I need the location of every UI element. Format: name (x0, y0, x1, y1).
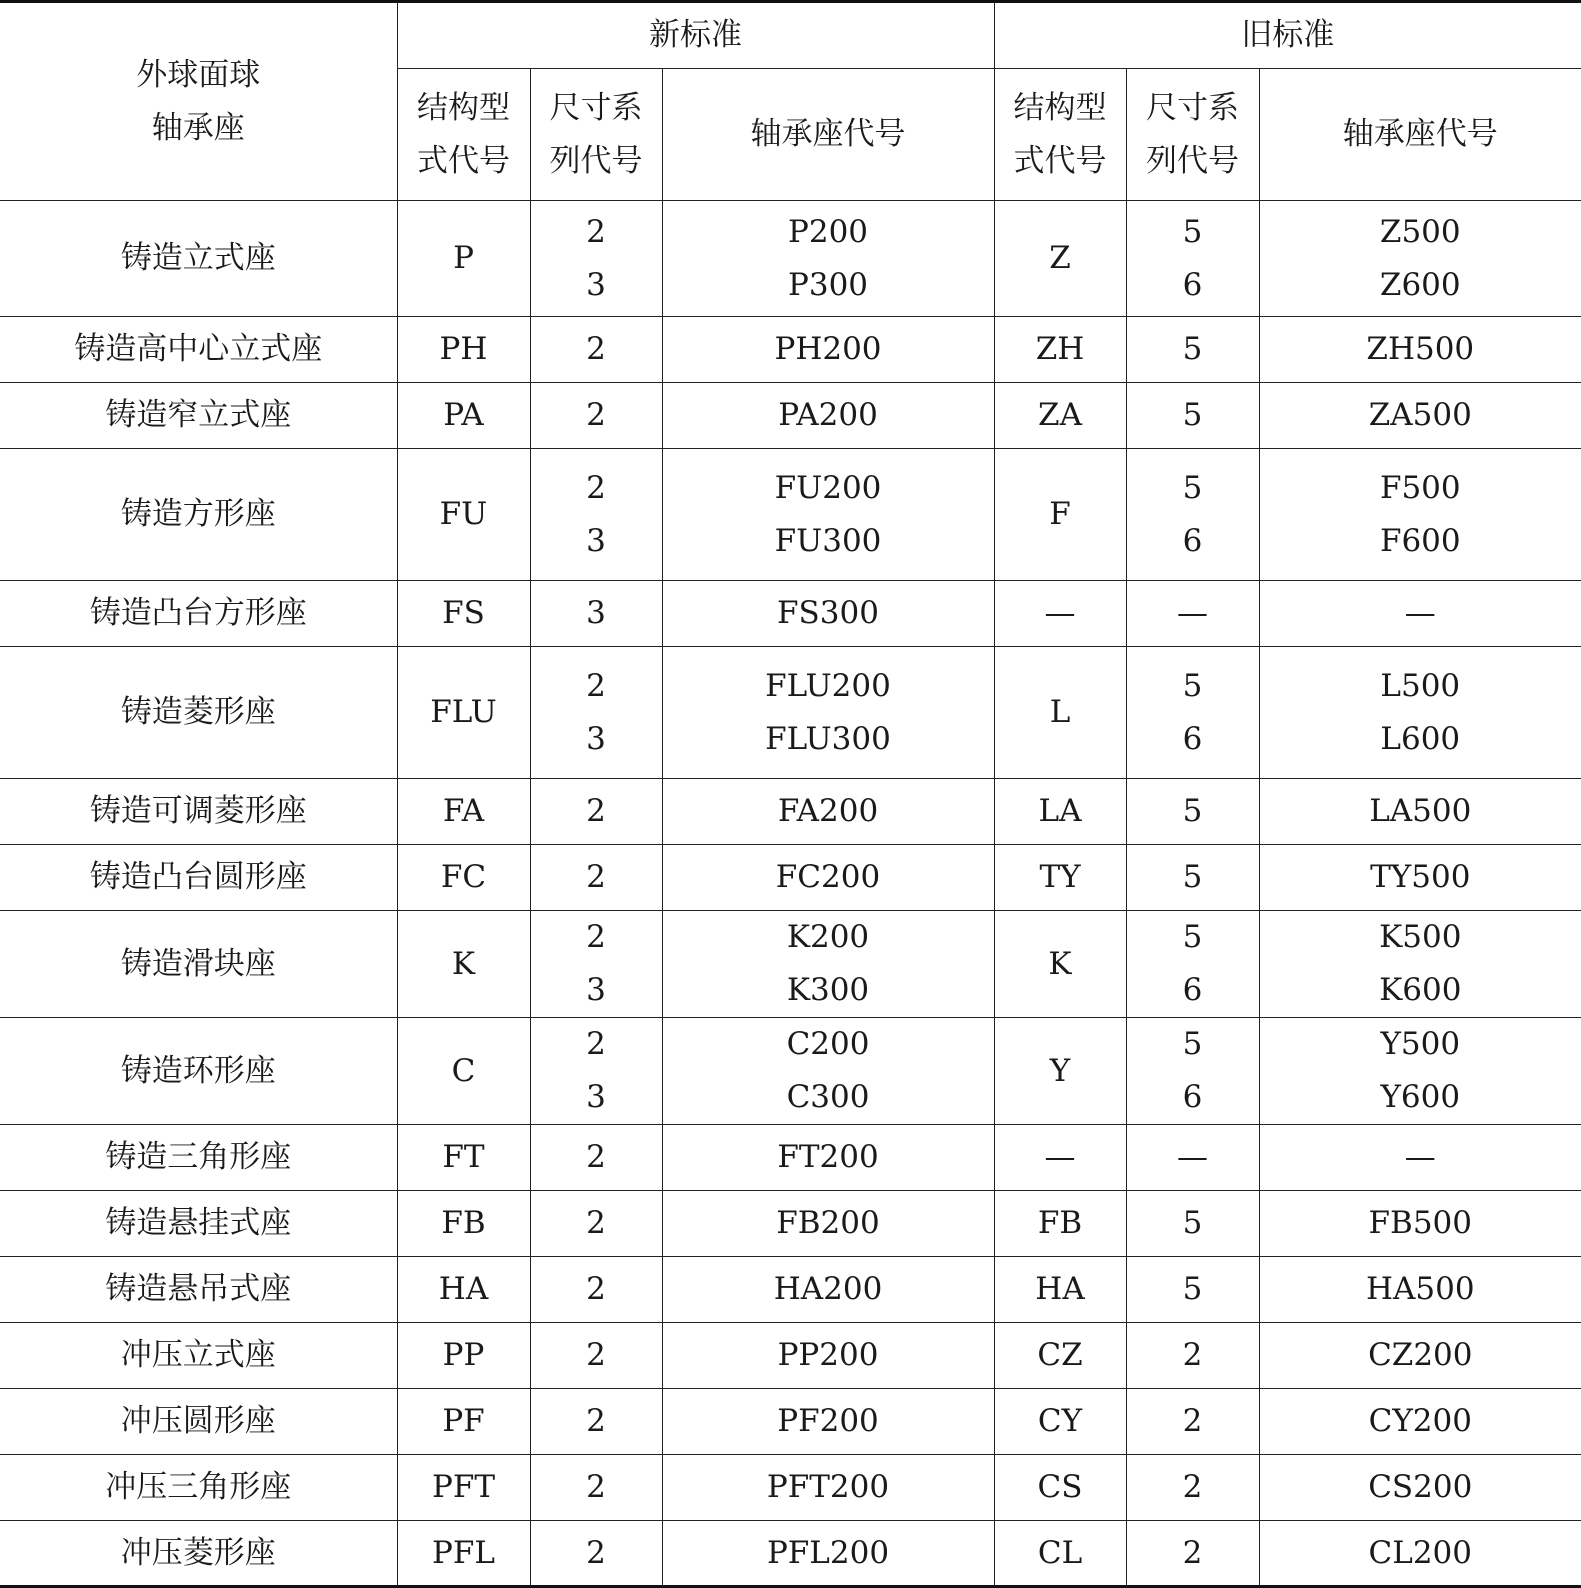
old-size-cell (1126, 1323, 1259, 1389)
new-size-cell-line: 2 (586, 1403, 606, 1439)
new-size-cell (530, 845, 662, 911)
table-row (0, 647, 1581, 779)
old-size-cell-line: 6 (1182, 720, 1203, 757)
old-code-cell-line: L500 (1380, 667, 1461, 704)
old-size-cell (1126, 449, 1259, 581)
table-row (0, 1455, 1581, 1521)
old-standard-header: 旧标准 (994, 2, 1581, 69)
old-size-cell (1126, 1455, 1259, 1521)
corner-header-line-1: 外球面球 (136, 56, 261, 93)
new-code-cell-line: FU200 (774, 469, 882, 506)
old-size-cell (1126, 1191, 1259, 1257)
new-size-cell-line: 2 (586, 1337, 606, 1373)
old-code-cell (1259, 1323, 1581, 1389)
new-code-cell-line: PF200 (777, 1403, 879, 1439)
old-size-cell (1126, 1389, 1259, 1455)
new-code-cell-line: PP200 (777, 1337, 879, 1373)
old-code-cell (1259, 1389, 1581, 1455)
old-size-cell-line: 2 (1182, 1469, 1203, 1505)
old-code-cell (1259, 201, 1581, 317)
new-struct-cell: PH (397, 317, 530, 383)
old-struct-cell: Y (994, 1018, 1126, 1125)
table-row (0, 1389, 1581, 1455)
new-code-cell-line: HA200 (773, 1271, 883, 1307)
new-struct-cell: PA (397, 383, 530, 449)
new-code-cell-line: PH200 (774, 331, 882, 367)
new-code-header: 轴承座代号 (662, 69, 994, 201)
new-size-cell-line: 2 (586, 919, 606, 955)
table-row (0, 1191, 1581, 1257)
old-struct-header-line-2: 式代号 (1013, 142, 1107, 179)
new-struct-header (397, 69, 530, 201)
old-size-cell-line: 5 (1182, 919, 1203, 955)
new-size-header-line-1: 尺寸系 (549, 89, 643, 126)
housing-name-cell: 铸造滑块座 (0, 911, 397, 1018)
old-size-cell-line: 5 (1182, 793, 1203, 829)
old-code-cell-line: ZH500 (1366, 331, 1475, 367)
new-struct-header-line-2: 式代号 (417, 142, 510, 179)
old-size-cell-line: 5 (1182, 397, 1203, 433)
old-size-cell (1126, 317, 1259, 383)
new-size-cell (530, 1191, 662, 1257)
new-size-cell (530, 1389, 662, 1455)
new-struct-cell: FLU (397, 647, 530, 779)
old-size-cell-line: 6 (1182, 266, 1203, 303)
old-struct-cell: TY (994, 845, 1126, 911)
new-code-cell-line: K200 (786, 919, 870, 955)
new-code-cell-line: K300 (786, 972, 870, 1008)
old-code-cell (1259, 845, 1581, 911)
new-code-cell (662, 1389, 994, 1455)
table-row (0, 1323, 1581, 1389)
table-row (0, 383, 1581, 449)
new-code-cell (662, 647, 994, 779)
new-code-cell-line: P300 (787, 266, 869, 303)
new-code-cell-line: C200 (786, 1026, 870, 1062)
new-code-cell-line: FLU200 (765, 667, 891, 704)
old-code-cell-line: — (1404, 595, 1436, 631)
old-size-cell-line: 5 (1182, 331, 1203, 367)
old-size-cell-line: 2 (1182, 1403, 1203, 1439)
old-size-cell (1126, 383, 1259, 449)
table-row (0, 449, 1581, 581)
new-size-cell-line: 3 (586, 1079, 606, 1115)
new-size-cell (530, 779, 662, 845)
old-code-cell-line: Z600 (1379, 266, 1461, 303)
corner-header (0, 2, 397, 201)
new-size-cell-line: 2 (586, 1534, 606, 1571)
housing-name-cell: 冲压三角形座 (0, 1455, 397, 1521)
new-code-cell (662, 1125, 994, 1191)
new-size-cell (530, 201, 662, 317)
new-size-cell-line: 2 (586, 667, 606, 704)
old-code-cell (1259, 1455, 1581, 1521)
new-size-cell (530, 449, 662, 581)
table-row (0, 779, 1581, 845)
new-struct-cell: K (397, 911, 530, 1018)
housing-name-cell: 铸造菱形座 (0, 647, 397, 779)
new-size-cell (530, 1323, 662, 1389)
new-size-cell-line: 2 (586, 1026, 606, 1062)
header-row-group (0, 2, 1581, 69)
new-size-cell-line: 2 (586, 331, 606, 367)
new-struct-cell: FT (397, 1125, 530, 1191)
new-size-cell-line: 3 (586, 266, 606, 303)
housing-name-cell: 冲压菱形座 (0, 1521, 397, 1587)
old-code-cell (1259, 1018, 1581, 1125)
new-code-cell (662, 779, 994, 845)
old-code-cell-line: CY200 (1368, 1403, 1472, 1439)
old-struct-cell: CY (994, 1389, 1126, 1455)
housing-name-cell: 铸造凸台方形座 (0, 581, 397, 647)
new-struct-cell: PFT (397, 1455, 530, 1521)
old-size-cell (1126, 647, 1259, 779)
old-size-header-line-2: 列代号 (1146, 142, 1240, 179)
old-size-cell-line: 6 (1182, 972, 1203, 1008)
new-size-cell (530, 911, 662, 1018)
old-code-header: 轴承座代号 (1259, 69, 1581, 201)
old-code-cell (1259, 647, 1581, 779)
old-code-cell (1259, 449, 1581, 581)
old-code-cell-line: CS200 (1368, 1469, 1473, 1505)
old-code-cell-line: CZ200 (1368, 1337, 1473, 1373)
new-code-cell-line: FB200 (776, 1205, 880, 1241)
table-row (0, 317, 1581, 383)
old-code-cell-line: L600 (1380, 720, 1461, 757)
new-struct-cell: C (397, 1018, 530, 1125)
old-struct-header-line-1: 结构型 (1013, 89, 1107, 126)
housing-name-cell: 铸造可调菱形座 (0, 779, 397, 845)
new-size-cell-line: 3 (586, 972, 606, 1008)
old-code-cell (1259, 1257, 1581, 1323)
old-code-cell (1259, 581, 1581, 647)
old-struct-cell: F (994, 449, 1126, 581)
old-size-cell (1126, 201, 1259, 317)
old-code-cell-line: F500 (1379, 469, 1461, 506)
new-size-cell-line: 2 (586, 793, 606, 829)
old-struct-cell: HA (994, 1257, 1126, 1323)
old-struct-cell: — (994, 581, 1126, 647)
new-code-cell-line: PA200 (778, 397, 878, 433)
new-code-cell-line: P200 (787, 213, 869, 250)
old-struct-cell: CZ (994, 1323, 1126, 1389)
new-size-cell (530, 1257, 662, 1323)
housing-name-cell: 铸造窄立式座 (0, 383, 397, 449)
new-code-cell-line: FC200 (775, 859, 881, 895)
new-struct-cell: HA (397, 1257, 530, 1323)
housing-name-cell: 铸造悬吊式座 (0, 1257, 397, 1323)
old-size-cell-line: 5 (1182, 667, 1203, 704)
new-code-cell (662, 911, 994, 1018)
table-row (0, 845, 1581, 911)
old-code-cell-line: F600 (1379, 522, 1461, 559)
old-struct-cell: ZH (994, 317, 1126, 383)
old-size-cell-line: 5 (1182, 1026, 1203, 1062)
new-size-cell-line: 2 (586, 859, 606, 895)
table-row (0, 1018, 1581, 1125)
old-size-cell (1126, 581, 1259, 647)
housing-name-cell: 冲压立式座 (0, 1323, 397, 1389)
old-code-cell-line: LA500 (1369, 793, 1472, 829)
new-size-cell (530, 1125, 662, 1191)
old-struct-cell: CL (994, 1521, 1126, 1587)
new-code-cell-line: FS300 (777, 595, 879, 631)
old-code-cell (1259, 911, 1581, 1018)
new-size-cell-line: 2 (586, 1205, 606, 1241)
new-code-cell (662, 449, 994, 581)
new-standard-header: 新标准 (397, 2, 994, 69)
new-size-cell-line: 2 (586, 1271, 606, 1307)
old-size-cell-line: 5 (1182, 469, 1203, 506)
new-size-cell (530, 581, 662, 647)
new-code-cell (662, 1018, 994, 1125)
new-struct-cell: FB (397, 1191, 530, 1257)
old-size-cell (1126, 779, 1259, 845)
new-code-cell-line: C300 (786, 1079, 870, 1115)
old-code-cell-line: K500 (1379, 919, 1462, 955)
new-size-cell (530, 317, 662, 383)
new-code-cell (662, 845, 994, 911)
new-size-cell (530, 1018, 662, 1125)
old-code-cell-line: FB500 (1368, 1205, 1473, 1241)
old-code-cell-line: TY500 (1370, 859, 1471, 895)
old-code-cell (1259, 317, 1581, 383)
new-size-header (530, 69, 662, 201)
new-struct-cell: FC (397, 845, 530, 911)
new-struct-cell: PP (397, 1323, 530, 1389)
new-code-cell-line: FLU300 (765, 720, 891, 757)
new-size-cell (530, 383, 662, 449)
old-struct-cell: — (994, 1125, 1126, 1191)
new-size-cell-line: 3 (586, 720, 606, 757)
new-size-cell (530, 647, 662, 779)
old-struct-cell: Z (994, 201, 1126, 317)
old-size-cell-line: — (1177, 595, 1209, 631)
old-size-header (1126, 69, 1259, 201)
old-struct-cell: FB (994, 1191, 1126, 1257)
table-row (0, 201, 1581, 317)
new-size-cell-line: 3 (586, 595, 606, 631)
old-size-cell (1126, 1257, 1259, 1323)
new-size-header-line-2: 列代号 (549, 142, 643, 179)
old-size-header-line-1: 尺寸系 (1146, 89, 1240, 126)
new-size-cell-line: 2 (586, 1139, 606, 1175)
new-struct-cell: PF (397, 1389, 530, 1455)
housing-name-cell: 铸造方形座 (0, 449, 397, 581)
new-code-cell (662, 383, 994, 449)
new-struct-header-line-1: 结构型 (417, 89, 510, 126)
new-struct-cell: PFL (397, 1521, 530, 1587)
housing-name-cell: 铸造环形座 (0, 1018, 397, 1125)
new-code-cell-line: FA200 (777, 793, 879, 829)
old-code-cell (1259, 383, 1581, 449)
old-code-cell-line: Z500 (1379, 213, 1461, 250)
housing-name-cell: 铸造悬挂式座 (0, 1191, 397, 1257)
old-code-cell (1259, 1191, 1581, 1257)
new-size-cell-line: 2 (586, 213, 606, 250)
new-code-cell-line: FU300 (774, 522, 882, 559)
new-size-cell-line: 2 (586, 1469, 606, 1505)
new-struct-cell: FS (397, 581, 530, 647)
old-size-cell-line: 2 (1182, 1337, 1203, 1373)
old-struct-header (994, 69, 1126, 201)
old-size-cell-line: — (1177, 1139, 1209, 1175)
housing-name-cell: 冲压圆形座 (0, 1389, 397, 1455)
old-size-cell-line: 5 (1182, 213, 1203, 250)
new-struct-cell: FA (397, 779, 530, 845)
new-code-cell-line: FT200 (777, 1139, 879, 1175)
housing-name-cell: 铸造凸台圆形座 (0, 845, 397, 911)
old-code-cell-line: Y500 (1380, 1026, 1461, 1062)
new-code-cell (662, 1323, 994, 1389)
old-size-cell (1126, 1125, 1259, 1191)
old-code-cell-line: HA500 (1365, 1271, 1475, 1307)
corner-header-line-2: 轴承座 (151, 109, 245, 146)
old-size-cell-line: 6 (1182, 1079, 1203, 1115)
new-code-cell (662, 201, 994, 317)
old-size-cell-line: 5 (1182, 859, 1203, 895)
old-code-cell-line: ZA500 (1368, 397, 1472, 433)
old-size-cell (1126, 1018, 1259, 1125)
old-size-cell-line: 5 (1182, 1205, 1203, 1241)
new-code-cell (662, 581, 994, 647)
old-struct-cell: ZA (994, 383, 1126, 449)
old-size-cell (1126, 845, 1259, 911)
new-size-cell-line: 2 (586, 397, 606, 433)
old-size-cell-line: 5 (1182, 1271, 1203, 1307)
new-size-cell-line: 2 (586, 469, 606, 506)
old-code-cell-line: Y600 (1380, 1079, 1461, 1115)
old-code-cell (1259, 779, 1581, 845)
housing-name-cell: 铸造高中心立式座 (0, 317, 397, 383)
old-struct-cell: K (994, 911, 1126, 1018)
new-size-cell-line: 3 (586, 522, 606, 559)
table-row (0, 581, 1581, 647)
new-code-cell (662, 1191, 994, 1257)
new-struct-cell: P (397, 201, 530, 317)
old-struct-cell: LA (994, 779, 1126, 845)
old-code-cell-line: CL200 (1368, 1534, 1473, 1571)
housing-name-cell: 铸造三角形座 (0, 1125, 397, 1191)
old-size-cell (1126, 911, 1259, 1018)
new-code-cell-line: PFT200 (766, 1469, 890, 1505)
housing-name-cell: 铸造立式座 (0, 201, 397, 317)
new-struct-cell: FU (397, 449, 530, 581)
table-row (0, 1125, 1581, 1191)
old-struct-cell: L (994, 647, 1126, 779)
old-size-cell-line: 2 (1182, 1534, 1203, 1571)
new-code-cell-line: PFL200 (766, 1534, 890, 1571)
table-row (0, 1257, 1581, 1323)
new-code-cell (662, 1257, 994, 1323)
table-row (0, 911, 1581, 1018)
new-code-cell (662, 1455, 994, 1521)
old-code-cell-line: K600 (1379, 972, 1462, 1008)
new-code-cell (662, 317, 994, 383)
new-size-cell (530, 1455, 662, 1521)
old-size-cell-line: 6 (1182, 522, 1203, 559)
old-code-cell-line: — (1404, 1139, 1436, 1175)
old-struct-cell: CS (994, 1455, 1126, 1521)
old-code-cell (1259, 1125, 1581, 1191)
